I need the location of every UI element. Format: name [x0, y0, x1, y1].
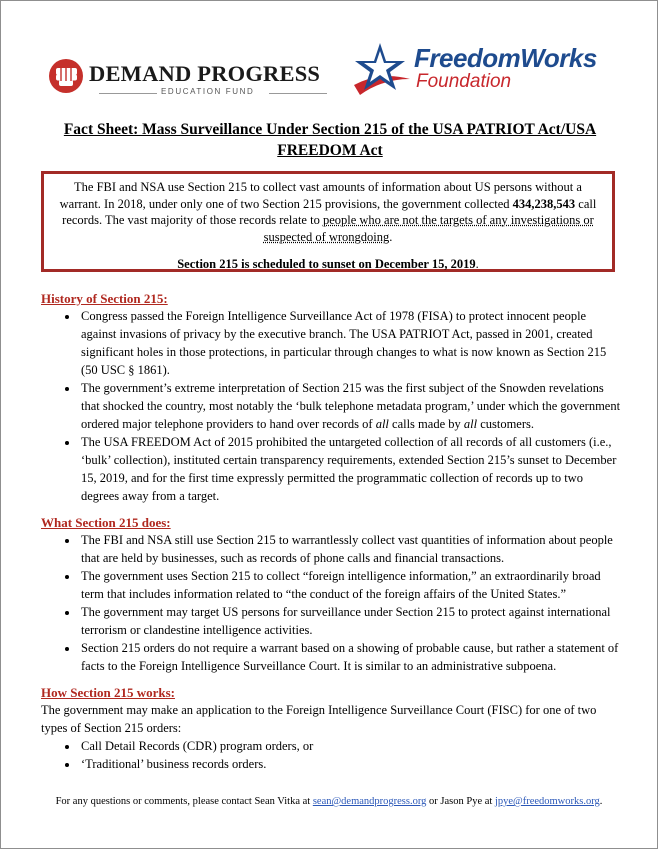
summary-box — [41, 171, 615, 272]
email-link-jason[interactable]: jpye@freedomworks.org — [494, 796, 600, 807]
summary-underlined-text: people who are not the targets of any investigations or suspected of wrongdoing — [263, 213, 594, 244]
list-item: • The government uses Section 215 to collect “foreign intelligence information,” an extraordinarily broad term that includes information related to “the conduct of the foreign affairs of the United States.” — [79, 567, 621, 603]
email-link-sean[interactable]: sean@demandprogress.org — [312, 796, 427, 807]
does-list — [41, 531, 621, 675]
emphasis-text: all — [375, 417, 389, 431]
history-heading: History of Section 215: — [41, 291, 168, 306]
summary-text-a: The FBI and NSA use Section 215 to collect vast amounts of information about US persons without a warrant. In 2018, under only one of two Section 215 provisions, the government collected — [59, 180, 582, 211]
summary-text-c: . — [389, 229, 393, 244]
list-item: • The government may target US persons for surveillance under Section 215 to protect against international terrorism or clandestine intelligence activities. — [79, 603, 621, 639]
sunset-text: Section 215 is scheduled to sunset on December 15, 2019 — [177, 257, 476, 271]
works-section — [41, 685, 621, 773]
emphasis-text: all — [463, 417, 478, 431]
sunset-period: . — [475, 257, 479, 271]
demand-progress-subtitle: EDUCATION FUND — [161, 87, 255, 96]
list-item: • The USA FREEDOM Act of 2015 prohibited the untargeted collection of all records of all customers (i.e., ‘bulk’ collection), instituted certain transparency requirements, extended Section 215’s sunset to December 15, 2019, and for the first time expressly permitted the programmatic collection of records up to two degrees away from a target. — [79, 433, 621, 505]
demand-progress-name: DEMAND PROGRESS — [89, 61, 321, 86]
list-item: • The FBI and NSA still use Section 215 to warrantlessly collect vast quantities of information about people that are held by businesses, such as records of phone calls and financial transactions. — [79, 531, 621, 567]
list-item — [79, 379, 621, 433]
list-item: • ‘Traditional’ business records orders. — [79, 755, 621, 773]
freedomworks-subtitle: Foundation — [416, 71, 512, 92]
demand-progress-logo — [47, 57, 332, 97]
footer-text: For any questions or comments, please contact Sean Vitka at — [55, 796, 313, 807]
summary-text-b: call records. The vast majority of those records relate to — [62, 196, 597, 227]
works-list — [41, 737, 621, 773]
sunset-notice — [54, 256, 602, 273]
call-record-count: 434,238,543 — [512, 196, 576, 211]
list-item: • Congress passed the Foreign Intelligence Surveillance Act of 1978 (FISA) to protect innocent people against invasions of privacy by the executive branch. The USA PATRIOT Act, passed in 2001, created significant holes in those protections, in particular through changes to what is now known as Section 215 (50 USC § 1861). — [79, 307, 621, 379]
contact-footer — [1, 796, 657, 807]
works-intro: The government may make an application to the Foreign Intelligence Surveillance Court (FISC) for one of two types of Section 215 orders: — [41, 703, 597, 735]
list-item-text: customers. — [477, 417, 535, 431]
list-item-text: calls made by — [388, 417, 464, 431]
summary-paragraph — [54, 179, 602, 245]
does-section — [41, 515, 621, 675]
footer-text: . — [599, 796, 603, 807]
fist-icon — [47, 57, 85, 95]
logo-divider-right — [269, 93, 327, 94]
freedomworks-name: FreedomWorks — [414, 43, 597, 73]
list-item-text: The government’s extreme interpretation of Section 215 was the first subject of the Snowden revelations that shocked the country, most notably the ‘bulk telephone metadata program,’ under which the government ordered major telephone providers to hand over records of — [81, 381, 621, 431]
works-heading: How Section 215 works: — [41, 685, 175, 700]
list-item: • Section 215 orders do not require a warrant based on a showing of probable cause, but rather a statement of facts to the Foreign Intelligence Surveillance Court. It is similar to an administrative subpoena. — [79, 639, 621, 675]
does-heading: What Section 215 does: — [41, 515, 171, 530]
history-section — [41, 291, 621, 505]
history-list — [41, 307, 621, 505]
logo-divider-left — [99, 93, 157, 94]
star-icon — [350, 41, 416, 101]
list-item: • Call Detail Records (CDR) program orders, or — [79, 737, 621, 755]
freedomworks-logo — [350, 41, 610, 101]
footer-text: or Jason Pye at — [426, 796, 495, 807]
page-title: Fact Sheet: Mass Surveillance Under Section 215 of the USA PATRIOT Act/USA FREEDOM Act — [63, 121, 597, 159]
